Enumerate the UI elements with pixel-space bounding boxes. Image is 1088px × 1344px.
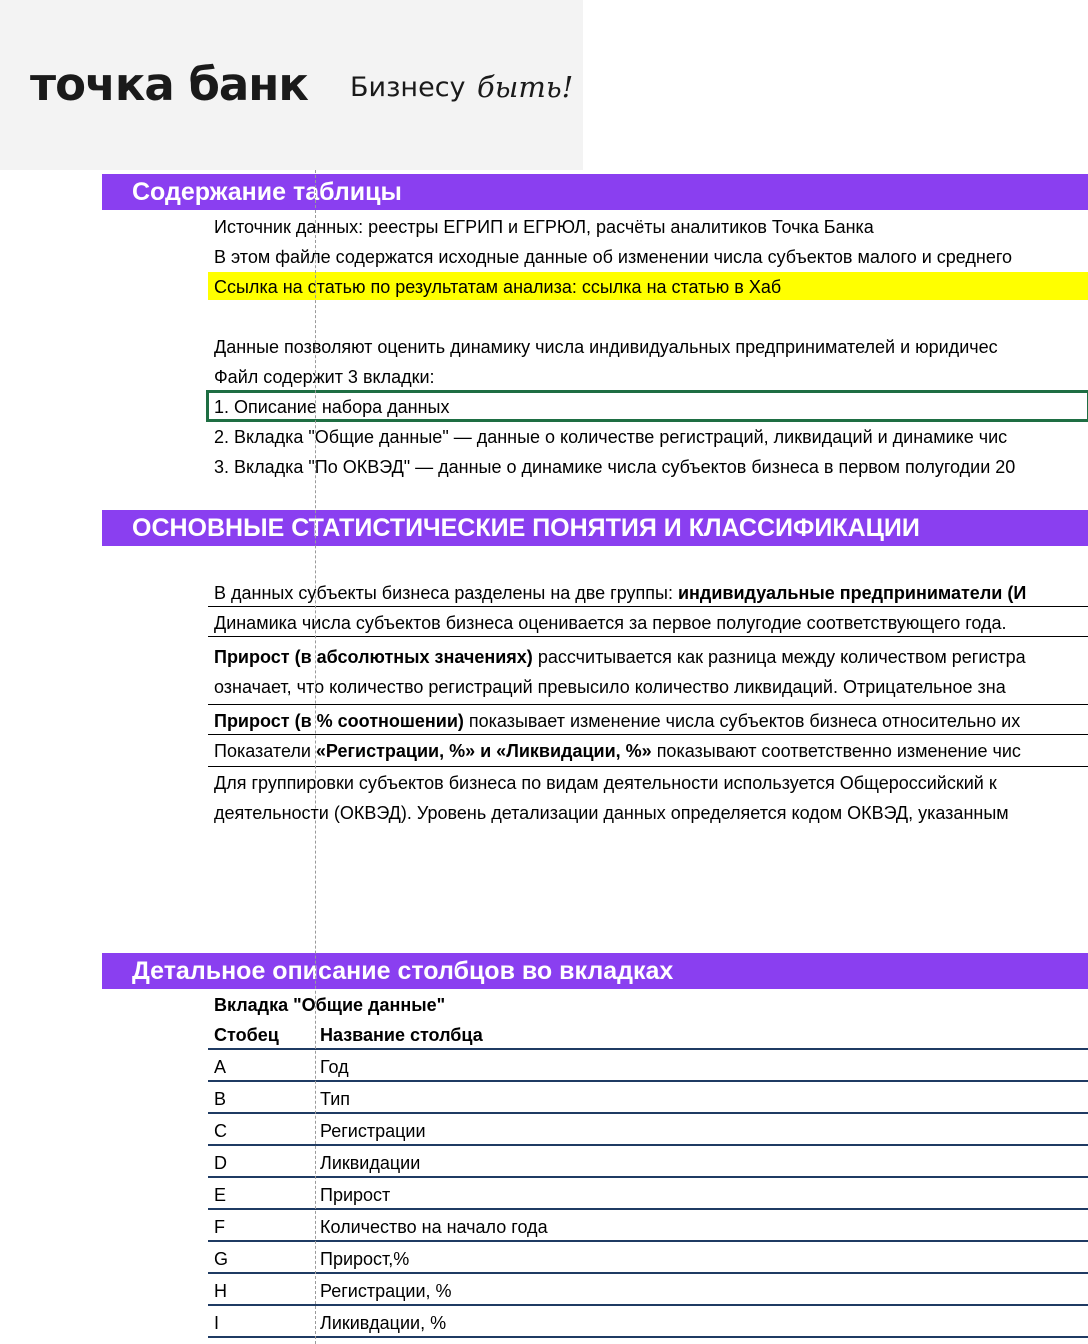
text-row[interactable]: 3. Вкладка "По ОКВЭД" — данные о динамике числа субъектов бизнеса в первом полугодии 20 — [214, 457, 1016, 477]
table-cell-name[interactable]: Количество на начало года — [320, 1217, 548, 1237]
table-rule — [208, 1112, 1088, 1114]
table-rule — [208, 1048, 1088, 1050]
text-bold: Прирост (в абсолютных значениях) — [214, 647, 533, 667]
text-row[interactable]: означает, что количество регистраций превысило количество ликвидаций. Отрицательное зна — [214, 677, 1006, 697]
table-cell-letter[interactable]: E — [214, 1185, 227, 1205]
column-header-letter[interactable]: Стобец — [214, 1025, 279, 1045]
table-cell-letter[interactable]: A — [214, 1057, 227, 1077]
text-bold: «Регистрации, %» и «Ликвидации, %» — [315, 741, 652, 761]
text-row[interactable]: Файл содержит 3 вкладки: — [214, 367, 435, 387]
section-header-contents — [102, 174, 1088, 210]
logo-block — [0, 0, 583, 170]
table-cell-name[interactable]: Регистрации — [320, 1121, 426, 1141]
table-cell-name[interactable]: Ликивдации, % — [320, 1313, 447, 1333]
text-plain: показывают соответственно изменение чис — [651, 741, 1021, 761]
table-rule — [208, 1176, 1088, 1178]
text-bold: индивидуальные предприниматели (И — [677, 583, 1027, 603]
text-row[interactable]: 2. Вкладка "Общие данные" — данные о количестве регистраций, ликвидаций и динамике чис — [214, 427, 1008, 447]
table-rule — [208, 1208, 1088, 1210]
row-border — [208, 606, 1088, 607]
brand-tagline-script: быть! — [477, 70, 574, 104]
table-cell-letter[interactable]: B — [214, 1089, 227, 1109]
table-rule — [208, 1240, 1088, 1242]
tab-label[interactable]: Вкладка "Общие данные" — [214, 995, 446, 1015]
article-link-row[interactable]: Ссылка на статью по результатам анализа: ссылка на статью в Хаб — [214, 277, 782, 297]
text-plain: В данных субъекты бизнеса разделены на две группы: — [214, 583, 678, 603]
section-title: Содержание таблицы — [132, 178, 402, 206]
text-row[interactable] — [214, 711, 1088, 731]
text-row[interactable]: Динамика числа субъектов бизнеса оценивается за первое полугодие соответствующего года. — [214, 613, 1007, 633]
text-row[interactable]: Источник данных: реестры ЕГРИП и ЕГРЮЛ, расчёты аналитиков Точка Банка — [214, 217, 874, 237]
text-row[interactable]: Данные позволяют оценить динамику числа индивидуальных предпринимателей и юридичес — [214, 337, 998, 357]
table-rule — [208, 1272, 1088, 1274]
table-cell-letter[interactable]: I — [214, 1313, 220, 1333]
text-plain: Показатели — [214, 741, 316, 761]
table-cell-letter[interactable]: G — [214, 1249, 229, 1269]
brand-tagline: Бизнесу — [350, 72, 466, 103]
table-cell-letter[interactable]: H — [214, 1281, 227, 1301]
text-row[interactable] — [214, 647, 1088, 667]
table-cell-name[interactable]: Прирост,% — [320, 1249, 410, 1269]
page-break-guide — [315, 170, 316, 1344]
text-bold: Прирост (в % соотношении) — [214, 711, 464, 731]
column-header-name[interactable]: Название столбца — [320, 1025, 483, 1045]
text-row[interactable]: деятельности (ОКВЭД). Уровень детализации данных определяется кодом ОКВЭД, указанным — [214, 803, 1009, 823]
table-cell-letter[interactable]: F — [214, 1217, 225, 1237]
brand-logo: точка банк — [30, 58, 308, 111]
row-border — [208, 704, 1088, 705]
table-rule — [208, 1336, 1088, 1338]
table-cell-letter[interactable]: D — [214, 1153, 227, 1173]
section-header-columns — [102, 953, 1088, 989]
section-title: Детальное описание столбцов во вкладках — [132, 957, 674, 985]
table-cell-name[interactable]: Тип — [320, 1089, 351, 1109]
text-row[interactable]: 1. Описание набора данных — [214, 397, 450, 417]
row-border — [208, 636, 1088, 637]
table-cell-name[interactable]: Ликвидации — [320, 1153, 421, 1173]
table-cell-name[interactable]: Прирост — [320, 1185, 391, 1205]
table-cell-name[interactable]: Регистрации, % — [320, 1281, 452, 1301]
text-row[interactable] — [214, 583, 1088, 603]
table-rule — [208, 1144, 1088, 1146]
table-cell-name[interactable]: Год — [320, 1057, 349, 1077]
table-rule — [208, 1304, 1088, 1306]
text-row[interactable]: В этом файле содержатся исходные данные об изменении числа субъектов малого и среднего — [214, 247, 1013, 267]
row-border — [208, 766, 1088, 767]
row-border — [208, 734, 1088, 735]
text-plain: показывает изменение числа субъектов бизнеса относительно их — [463, 711, 1021, 731]
text-row[interactable]: Для группировки субъектов бизнеса по видам деятельности используется Общероссийский к — [214, 773, 997, 793]
table-rule — [208, 1080, 1088, 1082]
text-row[interactable] — [214, 741, 1088, 761]
section-header-concepts — [102, 510, 1088, 546]
table-cell-letter[interactable]: C — [214, 1121, 227, 1141]
section-title: ОСНОВНЫЕ СТАТИСТИЧЕСКИЕ ПОНЯТИЯ И КЛАССИФИКАЦИИ — [132, 514, 920, 542]
text-plain: рассчитывается как разница между количеством регистра — [532, 647, 1026, 667]
